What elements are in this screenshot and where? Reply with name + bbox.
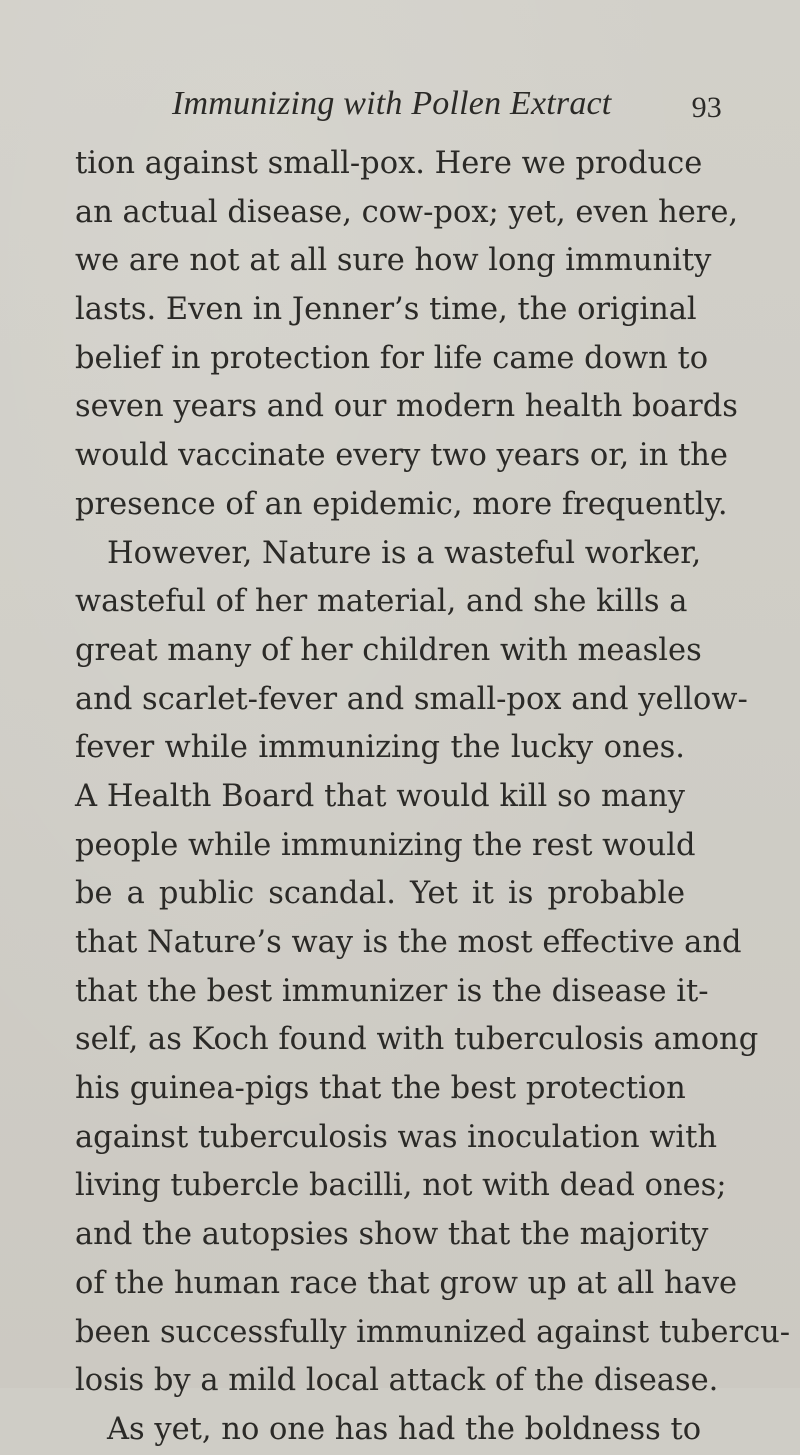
text-line: losis by a mild local attack of the disease.	[75, 1363, 719, 1399]
text-line: an actual disease, cow-pox; yet, even here,	[75, 194, 739, 230]
text-line: and the autopsies show that the majority	[75, 1217, 709, 1253]
text-line: his guinea-pigs that the best protection	[75, 1071, 686, 1107]
text-line: great many of her children with measles	[75, 632, 702, 668]
text-line: tion against small-pox. Here we produce	[75, 146, 703, 181]
text-line: presence of an epidemic, more frequently.	[75, 486, 728, 522]
text-line: people while immunizing the rest would	[75, 827, 696, 863]
text-line: be a public scandal. Yet it is probable	[75, 876, 685, 912]
text-line: seven years and our modern health boards	[75, 389, 738, 425]
text-line: that Nature’s way is the most effective and	[75, 925, 742, 960]
text-line: living tubercle bacilli, not with dead ones;	[75, 1168, 727, 1204]
text-line: wasteful of her material, and she kills a	[75, 584, 688, 620]
body-text	[75, 140, 791, 1455]
text-line: we are not at all sure how long immunity	[75, 243, 712, 279]
text-line: that the best immunizer is the disease it-	[75, 973, 709, 1009]
text-line: been successfully immunized against tubercu-	[75, 1314, 791, 1350]
text-line-paragraph-start: However, Nature is a wasteful worker,	[107, 535, 702, 571]
text-line: self, as Koch found with tuberculosis among	[75, 1022, 759, 1058]
text-line: fever while immunizing the lucky ones.	[75, 730, 685, 766]
running-head	[172, 82, 722, 126]
text-line: lasts. Even in Jenner’s time, the original	[75, 292, 697, 328]
text-line: belief in protection for life came down to	[75, 340, 709, 376]
text-line: of the human race that grow up at all have	[75, 1265, 738, 1301]
text-line: A Health Board that would kill so many	[75, 778, 685, 814]
running-title: Immunizing with Pollen Extract	[172, 85, 612, 122]
text-line: would vaccinate every two years or, in the	[75, 438, 728, 474]
text-line: and scarlet-fever and small-pox and yellow-	[75, 681, 748, 717]
text-line: against tuberculosis was inoculation with	[75, 1119, 718, 1155]
text-line-paragraph-start: As yet, no one has had the boldness to	[107, 1411, 702, 1447]
page-number: 93	[691, 91, 722, 124]
